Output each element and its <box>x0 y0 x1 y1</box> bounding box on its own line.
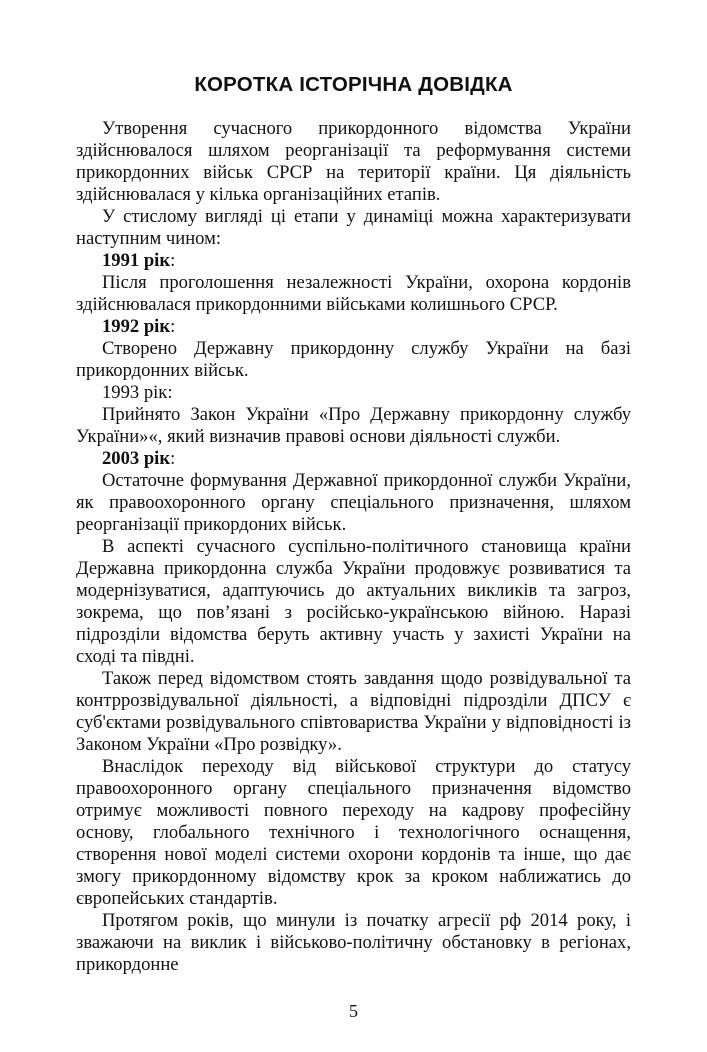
page-title: КОРОТКА ІСТОРІЧНА ДОВІДКА <box>194 73 513 96</box>
paragraph: Внаслідок переходу від військової структури до статусу правоохоронного органу спеціального призначення відомство отримує можливості повного переходу на кадрову професійну основу, глобального технічного і технологічного оснащення, створення нової моделі системи охорони кордонів та інше, що дає змогу прикордонному відомству крок за кроком наближатись до європейських стандартів. <box>76 756 631 909</box>
stage-heading <box>76 448 631 470</box>
stage-text: Створено Державну прикордонну службу України на базі прикордонних військ. <box>76 338 631 381</box>
paragraph: В аспекті сучасного суспільно-політичного становища країни Державна прикордонна служба України продовжує розвиватися та модернізуватися, адаптуючись до актуальних викликів та загроз, зокрема, що пов’язані з російсько-українською війною. Наразі підрозділи відомства беруть активну участь у захисті України на сході та півдні. <box>76 536 631 667</box>
colon: : <box>170 448 176 469</box>
paragraph: Протягом років, що минули із початку агресії рф 2014 року, і зважаючи на виклик і військово-політичну обстановку в регіонах, прикордонне <box>76 910 631 975</box>
paragraph: Також перед відомством стоять завдання щодо розвідувальної та контррозвідувальної діяльності, а відповідні підрозділи ДПСУ є суб'єктами розвідувального співтовариства України у відповідності із Законом України «Про розвідку». <box>76 668 631 755</box>
stage-text: Прийнято Закон України «Про Державну прикордонну службу України»«, який визначив правові основи діяльності служби. <box>76 404 631 447</box>
stage-heading <box>76 382 631 404</box>
page-number: 5 <box>349 1001 358 1021</box>
stage-year: 1993 рік <box>102 382 168 403</box>
colon: : <box>167 382 173 403</box>
colon: : <box>170 316 176 337</box>
stage-year: 1991 рік <box>102 250 171 271</box>
document-body <box>76 118 631 976</box>
stage-year: 1992 рік <box>102 316 171 337</box>
paragraph: У стисломy вигляді ці етапи у динаміці можна характеризувати наступним чином: <box>76 206 631 249</box>
colon: : <box>170 250 176 271</box>
paragraph: Утворення сучасного прикордонного відомства України здійснювалося шляхом реорганізації та реформування системи прикордонних військ СРСР на території країни. Ця діяльність здійснювалася у кілька організаційних етапів. <box>76 118 631 205</box>
stage-heading <box>76 250 631 272</box>
stage-year: 2003 рік <box>102 448 171 469</box>
stage-heading <box>76 316 631 338</box>
stage-text: Після проголошення незалежності України, охорона кордонів здійснювалася прикордонними військами колишнього СРСР. <box>76 272 631 315</box>
stage-text: Остаточне формування Державної прикордонної служби України, як правоохоронного органу спеціального призначення, шляхом реорганізації прикордоних військ. <box>76 470 631 535</box>
